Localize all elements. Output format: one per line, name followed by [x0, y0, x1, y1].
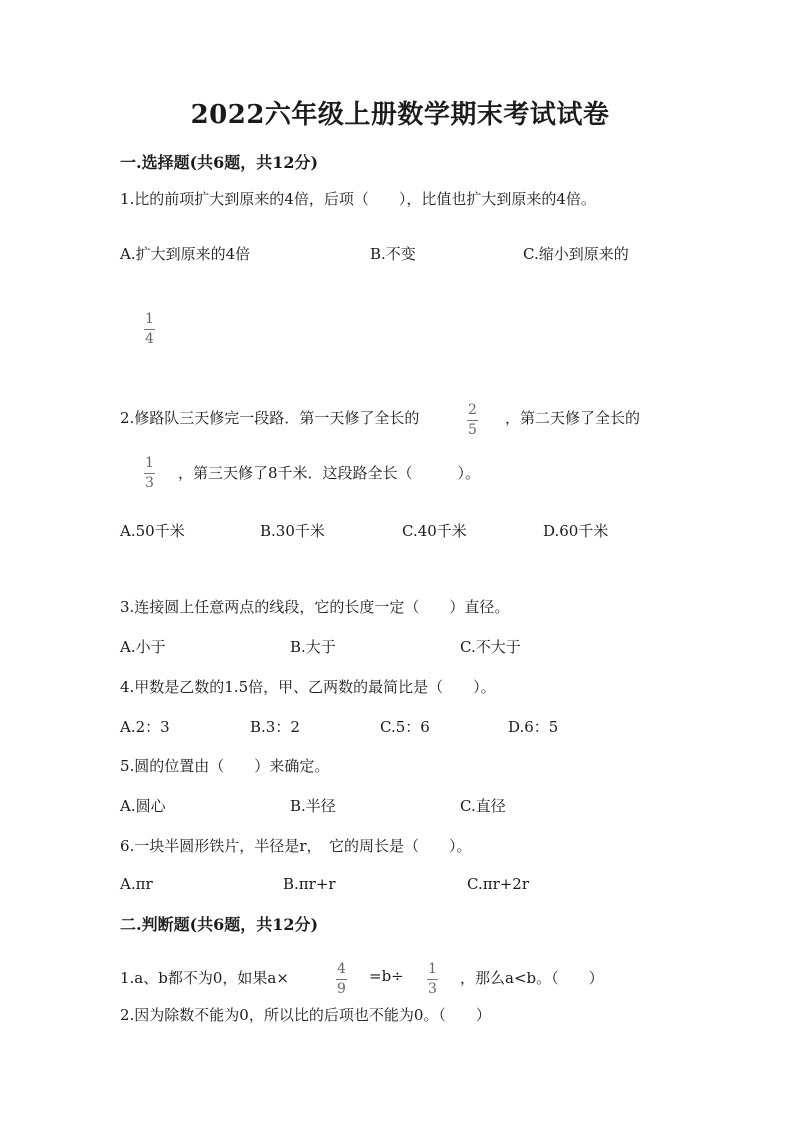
- fraction-bar: [144, 473, 155, 474]
- question-3: 3.连接圆上任意两点的线段，它的长度一定（ ）直径。: [120, 598, 510, 616]
- q3-option-a: A.小于: [120, 638, 166, 656]
- fraction-denominator: 4: [145, 331, 154, 347]
- q2-option-a: A.50千米: [120, 522, 185, 540]
- section-heading-choice: 一.选择题(共6题，共12分): [120, 153, 319, 172]
- q2-option-b: B.30千米: [260, 522, 325, 540]
- q1-option-a: A.扩大到原来的4倍: [120, 245, 251, 263]
- fraction-numerator: 2: [468, 402, 477, 418]
- fraction-denominator: 5: [468, 422, 477, 438]
- fraction-numerator: 1: [145, 311, 154, 327]
- fraction-denominator: 3: [428, 981, 437, 997]
- q2-option-d: D.60千米: [543, 522, 609, 540]
- q6-option-b: B.πr+r: [283, 875, 336, 893]
- judgment-2: 2.因为除数不能为0，所以比的后项也不能为0。（ ）: [120, 1006, 491, 1024]
- question-2-part1: 2.修路队三天修完一段路．第一天修了全长的: [120, 409, 420, 427]
- q1-option-c-fraction: [144, 312, 155, 346]
- q3-option-c: C.不大于: [460, 638, 521, 656]
- fraction-bar: [467, 420, 478, 421]
- q2-option-c: C.40千米: [402, 522, 467, 540]
- q4-option-b: B.3：2: [250, 718, 300, 736]
- q6-option-c: C.πr+2r: [467, 875, 530, 893]
- fraction-numerator: 1: [428, 961, 437, 977]
- question-2-part3: ，第三天修了8千米．这段路全长（ ）。: [178, 464, 481, 482]
- q4-option-c: C.5：6: [380, 718, 430, 736]
- fraction-numerator: 4: [337, 961, 346, 977]
- judgment-1-part3: ，那么a<b。（ ）: [460, 969, 604, 987]
- fraction-bar: [427, 979, 438, 980]
- q2-fraction-1: [467, 403, 478, 437]
- q5-option-c: C.直径: [460, 797, 506, 815]
- q1-option-c: C.缩小到原来的: [523, 245, 629, 263]
- judgment-1-part1: 1.a、b都不为0，如果a×: [120, 969, 289, 987]
- fraction-denominator: 9: [337, 981, 346, 997]
- q5-option-a: A.圆心: [120, 797, 166, 815]
- question-1: 1.比的前项扩大到原来的4倍，后项（ ），比值也扩大到原来的4倍。: [120, 190, 596, 208]
- question-4: 4.甲数是乙数的1.5倍，甲、乙两数的最简比是（ ）。: [120, 678, 496, 696]
- q4-option-d: D.6：5: [508, 718, 559, 736]
- q3-option-b: B.大于: [290, 638, 336, 656]
- q4-option-a: A.2：3: [120, 718, 170, 736]
- fraction-bar: [144, 329, 155, 330]
- question-2-part2: ，第二天修了全长的: [505, 409, 641, 427]
- judgment-1-part2: =b÷: [369, 967, 404, 985]
- fraction-bar: [336, 979, 347, 980]
- q2-fraction-2: [144, 456, 155, 490]
- fraction-numerator: 1: [145, 455, 154, 471]
- q5-option-b: B.半径: [290, 797, 336, 815]
- page-title: 2022六年级上册数学期末考试试卷: [190, 100, 610, 130]
- section-heading-judgment: 二.判断题(共6题，共12分): [120, 915, 319, 934]
- j1-fraction-1: [336, 962, 347, 996]
- fraction-denominator: 3: [145, 475, 154, 491]
- q1-option-b: B.不变: [370, 245, 416, 263]
- question-6: 6.一块半圆形铁片，半径是r， 它的周长是（ ）。: [120, 837, 472, 855]
- j1-fraction-2: [427, 962, 438, 996]
- q6-option-a: A.πr: [120, 875, 153, 893]
- question-5: 5.圆的位置由（ ）来确定。: [120, 757, 330, 775]
